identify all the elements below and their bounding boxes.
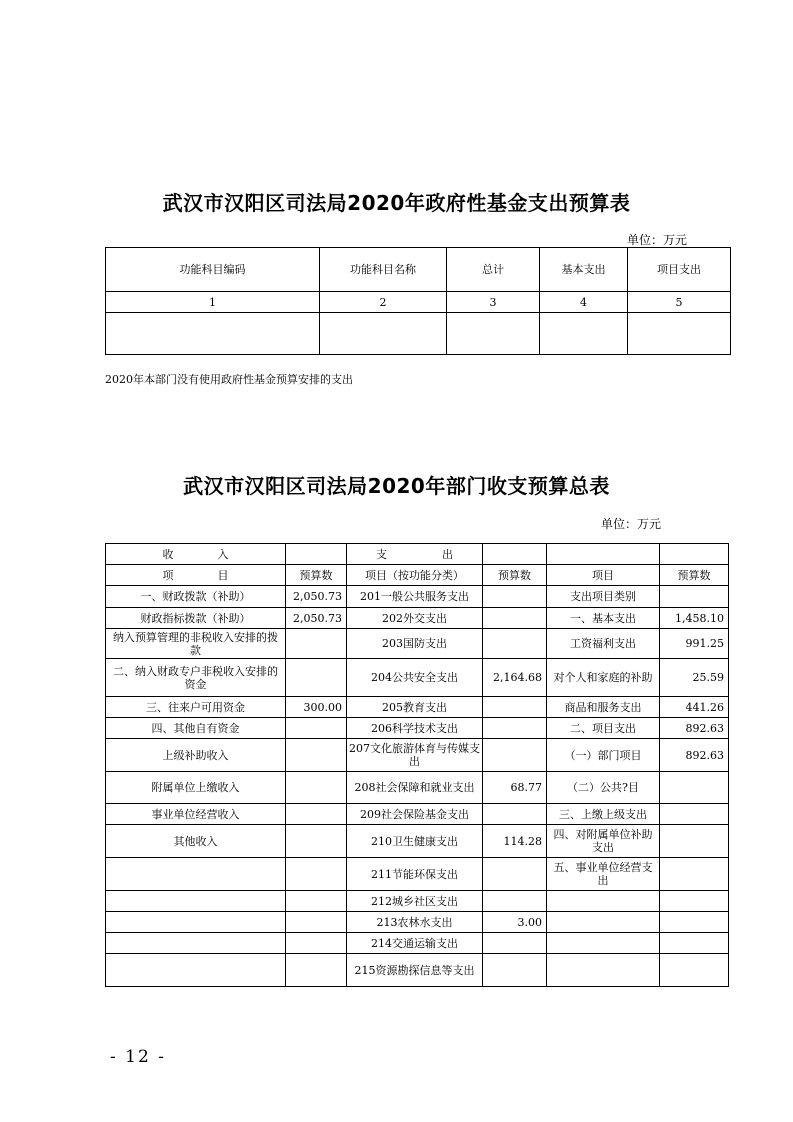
expense-item-cell — [547, 933, 660, 954]
income-item-cell: 纳入预算管理的非税收入安排的拨款 — [106, 629, 286, 659]
income-amount-cell — [286, 858, 347, 891]
income-amount-cell — [286, 891, 347, 912]
expense-amount-cell — [660, 825, 729, 858]
income-item-cell: 二、纳入财政专户非税收入安排的资金 — [106, 659, 286, 697]
income-amount-header: 预算数 — [286, 565, 347, 586]
income-item-cell: 附属单位上缴收入 — [106, 772, 286, 804]
expense-amount-cell — [660, 804, 729, 825]
expense-group-header: 支 出 — [347, 544, 483, 565]
function-amount-cell: 3.00 — [483, 912, 547, 933]
income-group-header: 收 入 — [106, 544, 286, 565]
function-item-cell: 208社会保障和就业支出 — [347, 772, 483, 804]
table1-index-cell: 4 — [540, 292, 628, 313]
function-item-cell: 206科学技术支出 — [347, 718, 483, 739]
expense-amount-cell — [660, 912, 729, 933]
income-item-cell: 三、往来户可用资金 — [106, 697, 286, 718]
table1-empty-cell — [540, 313, 628, 355]
table-row — [106, 912, 729, 933]
income-amount-cell — [286, 739, 347, 772]
function-amount-cell — [483, 891, 547, 912]
expense-item-cell — [547, 891, 660, 912]
table-row — [106, 739, 729, 772]
expense-item-cell: 支出项目类别 — [547, 586, 660, 608]
table1-index-cell: 1 — [106, 292, 320, 313]
budget-summary-table — [105, 543, 729, 987]
table2-group-header-row — [106, 544, 729, 565]
table1-empty-cell — [320, 313, 447, 355]
income-item-cell — [106, 891, 286, 912]
table-row — [106, 772, 729, 804]
income-amount-cell — [286, 772, 347, 804]
income-item-cell: 上级补助收入 — [106, 739, 286, 772]
income-amount-cell — [286, 629, 347, 659]
function-item-cell: 207文化旅游体育与传媒支出 — [347, 739, 483, 772]
expense-amount-cell — [660, 858, 729, 891]
income-item-cell: 事业单位经营收入 — [106, 804, 286, 825]
income-amount-cell — [286, 912, 347, 933]
table2-body — [106, 586, 729, 987]
table1-header-code: 功能科目编码 — [106, 248, 320, 292]
table1-index-cell: 5 — [628, 292, 731, 313]
table-row — [106, 608, 729, 629]
expense-item-cell: 一、基本支出 — [547, 608, 660, 629]
function-item-cell: 202外交支出 — [347, 608, 483, 629]
expense-item-cell: （二）公共?目 — [547, 772, 660, 804]
table1-index-row — [106, 292, 731, 313]
income-amount-cell — [286, 954, 347, 987]
income-amount-cell — [286, 659, 347, 697]
function-item-cell: 211节能环保支出 — [347, 858, 483, 891]
table-row — [106, 586, 729, 608]
expense-amount-cell — [660, 891, 729, 912]
function-item-cell: 209社会保险基金支出 — [347, 804, 483, 825]
expense-item-cell: 五、事业单位经营支出 — [547, 858, 660, 891]
function-amount-cell — [483, 739, 547, 772]
table-row — [106, 858, 729, 891]
income-item-cell — [106, 933, 286, 954]
expense-item-cell: 二、项目支出 — [547, 718, 660, 739]
function-item-cell: 201一般公共服务支出 — [347, 586, 483, 608]
table2-title: 武汉市汉阳区司法局2020年部门收支预算总表 — [183, 474, 610, 498]
table1-header-name: 功能科目名称 — [320, 248, 447, 292]
table1-header-row — [106, 248, 731, 292]
income-item-cell: 其他收入 — [106, 825, 286, 858]
income-amount-cell — [286, 718, 347, 739]
table-row — [106, 697, 729, 718]
function-amount-cell — [483, 697, 547, 718]
function-item-cell: 212城乡社区支出 — [347, 891, 483, 912]
function-amount-cell — [483, 804, 547, 825]
income-amount-cell — [286, 825, 347, 858]
function-item-cell: 215资源勘探信息等支出 — [347, 954, 483, 987]
income-amount-cell: 300.00 — [286, 697, 347, 718]
function-amount-cell — [483, 933, 547, 954]
expense-amount-cell: 892.63 — [660, 718, 729, 739]
page-number: - 12 - — [110, 1047, 166, 1067]
table-row — [106, 933, 729, 954]
expense-item-cell: 四、对附属单位补助支出 — [547, 825, 660, 858]
function-item-cell: 213农林水支出 — [347, 912, 483, 933]
expense-amount-cell: 1,458.10 — [660, 608, 729, 629]
table2-empty-cell — [286, 544, 347, 565]
expense-item-cell: 商品和服务支出 — [547, 697, 660, 718]
function-amount-cell — [483, 718, 547, 739]
table1-header-basic: 基本支出 — [540, 248, 628, 292]
expense-amount-cell — [660, 933, 729, 954]
table-row — [106, 629, 729, 659]
function-amount-cell — [483, 586, 547, 608]
expense-amount-cell: 991.25 — [660, 629, 729, 659]
income-item-cell — [106, 912, 286, 933]
income-amount-cell — [286, 933, 347, 954]
table1-header-project: 项目支出 — [628, 248, 731, 292]
expense-amount-cell — [660, 954, 729, 987]
function-item-header: 项目（按功能分类） — [347, 565, 483, 586]
table2-empty-cell — [660, 544, 729, 565]
table1-title: 武汉市汉阳区司法局2020年政府性基金支出预算表 — [162, 191, 631, 215]
table2-empty-cell — [483, 544, 547, 565]
table-row — [106, 718, 729, 739]
expense-item-cell — [547, 912, 660, 933]
function-amount-cell: 114.28 — [483, 825, 547, 858]
income-item-cell: 财政指标拨款（补助） — [106, 608, 286, 629]
income-amount-cell: 2,050.73 — [286, 586, 347, 608]
table1-empty-cell — [106, 313, 320, 355]
expense-amount-cell — [660, 586, 729, 608]
expense-amount-cell: 25.59 — [660, 659, 729, 697]
table2-unit: 单位：万元 — [601, 517, 662, 531]
table1-empty-row — [106, 313, 731, 355]
expense-item-cell: 三、上缴上级支出 — [547, 804, 660, 825]
function-item-cell: 210卫生健康支出 — [347, 825, 483, 858]
income-amount-cell — [286, 804, 347, 825]
income-item-cell: 四、其他自有资金 — [106, 718, 286, 739]
function-item-cell: 203国防支出 — [347, 629, 483, 659]
income-amount-cell: 2,050.73 — [286, 608, 347, 629]
expense-item-cell: 对个人和家庭的补助 — [547, 659, 660, 697]
function-amount-header: 预算数 — [483, 565, 547, 586]
function-amount-cell: 2,164.68 — [483, 659, 547, 697]
function-amount-cell — [483, 858, 547, 891]
table-row — [106, 804, 729, 825]
table1-index-cell: 3 — [447, 292, 540, 313]
function-amount-cell — [483, 629, 547, 659]
expense-item-cell — [547, 954, 660, 987]
function-amount-cell — [483, 954, 547, 987]
expense-amount-header: 预算数 — [660, 565, 729, 586]
income-item-header: 项 目 — [106, 565, 286, 586]
government-fund-table — [105, 247, 731, 355]
expense-item-header: 项目 — [547, 565, 660, 586]
table1-index-cell: 2 — [320, 292, 447, 313]
table1-header-total: 总计 — [447, 248, 540, 292]
table-row — [106, 659, 729, 697]
function-item-cell: 204公共安全支出 — [347, 659, 483, 697]
table1-note: 2020年本部门没有使用政府性基金预算安排的支出 — [105, 373, 353, 386]
table2-column-header-row — [106, 565, 729, 586]
expense-amount-cell: 892.63 — [660, 739, 729, 772]
expense-amount-cell: 441.26 — [660, 697, 729, 718]
table1-empty-cell — [447, 313, 540, 355]
function-amount-cell: 68.77 — [483, 772, 547, 804]
table-row — [106, 825, 729, 858]
table-row — [106, 954, 729, 987]
income-item-cell — [106, 954, 286, 987]
table1-unit: 单位：万元 — [627, 233, 688, 247]
function-item-cell: 205教育支出 — [347, 697, 483, 718]
income-item-cell: 一、财政拨款（补助） — [106, 586, 286, 608]
income-item-cell — [106, 858, 286, 891]
table2-empty-cell — [547, 544, 660, 565]
table-row — [106, 891, 729, 912]
table1-empty-cell — [628, 313, 731, 355]
expense-amount-cell — [660, 772, 729, 804]
expense-item-cell: 工资福利支出 — [547, 629, 660, 659]
function-amount-cell — [483, 608, 547, 629]
expense-item-cell: （一）部门项目 — [547, 739, 660, 772]
function-item-cell: 214交通运输支出 — [347, 933, 483, 954]
